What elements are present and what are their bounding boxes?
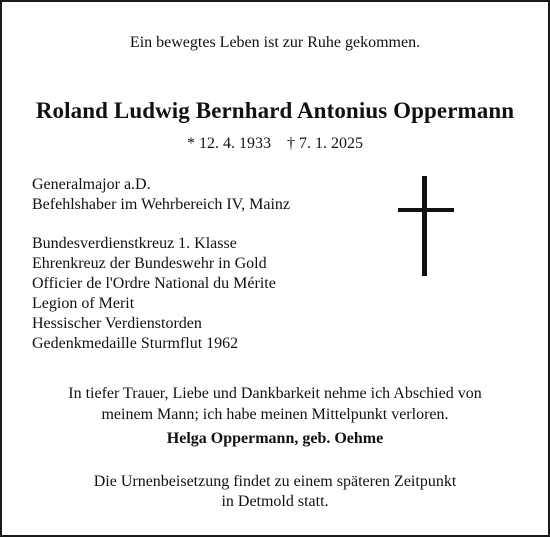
message-line: meinem Mann; ich habe meinen Mittelpunkt verloren. <box>101 406 449 423</box>
honor-item: Legion of Merit <box>32 295 135 312</box>
honor-item: Hessischer Verdienstorden <box>32 315 202 332</box>
burial-notice <box>2 472 548 512</box>
cross-vertical-bar <box>422 176 427 276</box>
farewell-message <box>2 383 548 425</box>
burial-line: in Detmold statt. <box>221 493 329 510</box>
signer-name: Helga Oppermann, geb. Oehme <box>166 430 384 447</box>
honors-list <box>32 234 276 354</box>
message-line: In tiefer Trauer, Liebe und Dankbarkeit nehme ich Abschied von <box>68 385 482 402</box>
honor-item: Officier de l'Ordre National du Mérite <box>32 275 276 292</box>
title-line: Generalmajor a.D. <box>32 176 151 193</box>
burial-line: Die Urnenbeisetzung findet zu einem späteren Zeitpunkt <box>93 473 457 490</box>
life-dates <box>2 135 548 153</box>
honor-item: Bundesverdienstkreuz 1. Klasse <box>32 235 237 252</box>
birth-date: * 12. 4. 1933 <box>187 135 271 152</box>
honor-item: Ehrenkreuz der Bundeswehr in Gold <box>32 255 267 272</box>
cross-horizontal-bar <box>398 208 454 212</box>
intro-text: Ein bewegtes Leben ist zur Ruhe gekommen. <box>129 34 421 51</box>
title-line: Befehlshaber im Wehrbereich IV, Mainz <box>32 196 291 213</box>
rank-and-position <box>32 175 290 215</box>
deceased-name: Roland Ludwig Bernhard Antonius Oppermann <box>35 98 515 123</box>
death-date: † 7. 1. 2025 <box>287 135 363 152</box>
honor-item: Gedenkmedaille Sturmflut 1962 <box>32 335 239 352</box>
cross-icon <box>398 176 454 276</box>
